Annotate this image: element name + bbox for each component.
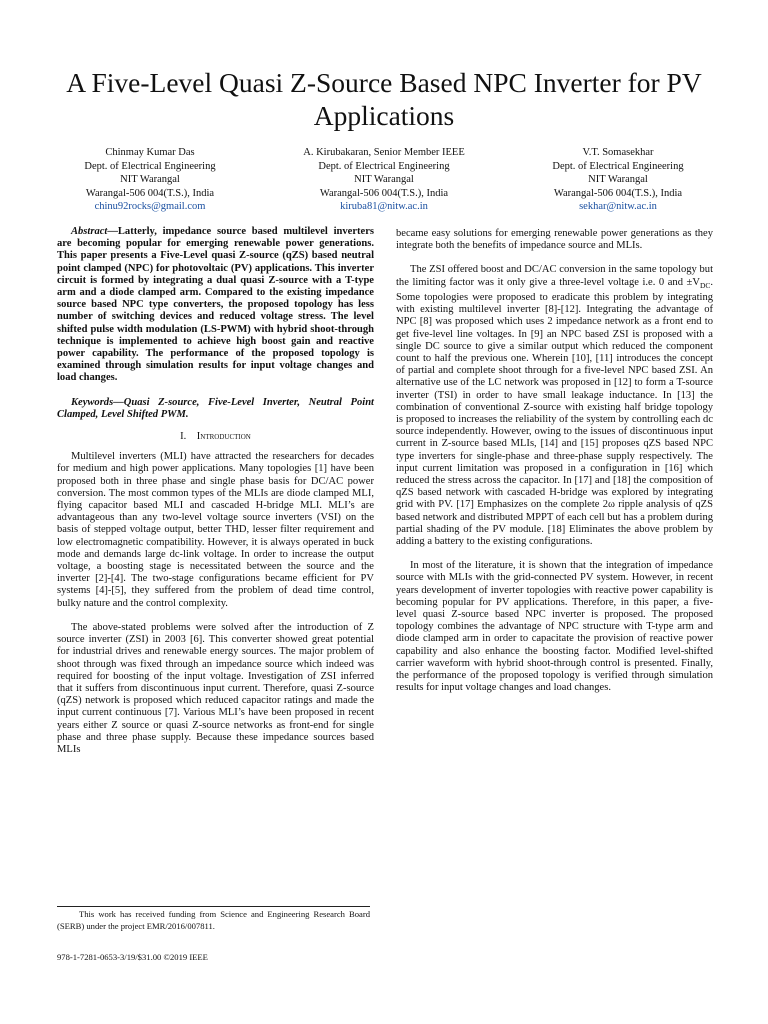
author-email[interactable]: kiruba81@nitw.ac.in	[340, 201, 428, 212]
paragraph-part: . Some topologies were proposed to eradicate this problem by integrating with existing multilevel inverter [8]-[12]. Integrating the advantage of NPC [8] was proposed which uses 2 impedance network as a front end to get five-level line voltages. In [9] an NPC based ZSI is proposed with a single DC source to give a similar output which reduced the component count to half the previous one. Wherein [10], [11] introduces the concept of partial and complete shoot through for a five-level NPC based ZSI. An alternative use of the LC network was proposed in [12] to form a T-source inverter (TSI) in order to have small leakage inductance. In [13] the combination of conventional Z-source with existing half bridge topology is proposed to increases the reliability of the system by controlling each dc source independently. However, owing to the issues of discontinuous input current in Z-source based MLIs, [14] and [15] proposes qZS based NPC type inverters for single-phase and three-phase supply respectively. The input current limitation was proposed in a configuration in [16] which reduced the stress across the capacitor. In [17] and [18] the composition of qZS based network with cascaded H-bridge was explored by integrating grid with PV. [17] Emphasizes on the complete 2ω ripple analysis of qZS based network and distributed MPPT of each cell but has a problem during partial shading of the PV module. [18] Eliminates the above problem by adding a battery to the existing configurations.	[396, 276, 713, 547]
author-name: Chinmay Kumar Das	[105, 147, 195, 158]
paragraph: became easy solutions for emerging renewable power generations as they integrate both the benefits of impedance source and MLIs.	[396, 228, 713, 252]
author-email[interactable]: sekhar@nitw.ac.in	[579, 201, 657, 212]
section-title: Introduction	[196, 431, 251, 443]
author-city: Warangal-506 004(T.S.), India	[85, 187, 215, 199]
left-column	[57, 226, 374, 756]
author-institution: NIT Warangal	[588, 174, 648, 185]
subscript-dc: DC	[699, 280, 711, 290]
author-city: Warangal-506 004(T.S.), India	[553, 187, 683, 199]
paragraph: In most of the literature, it is shown that the integration of impedance source with MLIs with the grid-connected PV system. However, in recent years development of inverter topologies with reactive power capability is becoming popular for PV applications. Therefore, in this paper, a five-level quasi Z-source based NPC inverter is proposed. The proposed topology combines the advantage of NPC structure with T-type arm and diode clamped arm in order to capacitate the provision of reactive power capability and also enhance the boosting factor. Modified level-shifted carrier waveform with hybrid shoot-through control is presented. Finally, the performance of the proposed topology is verified through simulation results for input voltage changes and load changes.	[396, 560, 713, 694]
funding-footnote: This work has received funding from Science and Engineering Research Board (SERB) under the project EMR/2016/007811.	[57, 909, 370, 931]
abstract	[57, 226, 374, 385]
author-block-1	[40, 146, 260, 214]
section-heading	[57, 431, 374, 443]
copyright-notice: 978-1-7281-0653-3/19/$31.00 ©2019 IEEE	[57, 952, 208, 962]
author-institution: NIT Warangal	[354, 174, 414, 185]
section-number: I.	[180, 431, 187, 443]
paragraph	[396, 264, 713, 548]
author-dept: Dept. of Electrical Engineering	[318, 160, 450, 172]
footnote-divider	[57, 906, 370, 907]
author-name: A. Kirubakaran, Senior Member IEEE	[303, 147, 465, 158]
author-dept: Dept. of Electrical Engineering	[84, 160, 216, 172]
author-dept: Dept. of Electrical Engineering	[552, 160, 684, 172]
author-city: Warangal-506 004(T.S.), India	[319, 187, 449, 199]
author-institution: NIT Warangal	[120, 174, 180, 185]
abstract-text: —Latterly, impedance source based multilevel inverters are becoming popular for emerging renewable power generations. This paper presents a Five-Level quasi Z-source (qZS) based neutral point clamped (NPC) for photovoltaic (PV) applications. This inverter circuit is formed by integrating a dual quasi Z-source with a T-type arm and a diode clamped arm. Compared to the existing impedance source based NPC type converters, the proposed topology has less number of switching devices and reduced voltage stress. The level shifted pulse width modulation (LS-PWM) with hybrid shoot-through technique is implemented to achieve high boost gain and reactive power capability. The performance of the proposed topology is examined through simulation results for input voltage changes and load changes.	[57, 226, 374, 384]
author-block-2	[274, 146, 494, 214]
paragraph: Multilevel inverters (MLI) have attracted the researchers for decades for medium and high power applications. Many topologies [1] have been proposed both in three phase and single phase basis for DC/AC power conversion. The most common types of the MLIs are diode clamped MLI, flying capacitor based MLI and cascaded H-bridge MLI. MLI’s are advantageous than any two-level voltage source inverters (VSI) on the basis of stepped voltage output, better THD, lesser filter requirement and low electromagnetic compatibility. However, it is always operated in buck mode and demands large dc-link voltage. In order to increase the output voltage, a boosting stage is necessitated between the source and the inverter [2]-[4]. The two-stage configurations became efficient for PV systems [4]-[5], they suffered from the problem of dead time control, bulky nature and the control complexity.	[57, 451, 374, 609]
keywords-label: Keywords	[71, 396, 114, 408]
author-name: V.T. Somasekhar	[582, 147, 654, 158]
paragraph-part: The ZSI offered boost and DC/AC conversion in the same topology but the limiting factor was it only give a three-level voltage i.e. 0 and ±V	[396, 264, 713, 288]
keywords-text: —Quasi Z-source, Five-Level Inverter, Neutral Point Clamped, Level Shifted PWM.	[57, 396, 374, 420]
abstract-label: Abstract	[71, 226, 108, 237]
right-column	[396, 228, 713, 694]
author-email[interactable]: chinu92rocks@gmail.com	[94, 201, 206, 212]
author-block-3	[508, 146, 728, 214]
paper-title: A Five-Level Quasi Z-Source Based NPC Inverter for PV Applications	[66, 67, 702, 131]
keywords	[57, 397, 374, 421]
paragraph: The above-stated problems were solved after the introduction of Z source inverter (ZSI) in 2003 [6]. This converter showed great potential for industrial drives and renewable energy sources. The major problem of shoot through was fixed through an impedance source which indeed was required for boosting of the input voltage. Investigation of ZSI inferred that it suffers from discontinuous input current. Therefore, quasi Z-source (qZS) network is proposed which reduced capacitor ratings and made the input current continuous [7]. Various MLI’s have been proposed in recent years either Z source or quasi Z-source networks as front-end for single phase and three phase supply. Because these impedance sources based MLIs	[57, 621, 374, 755]
